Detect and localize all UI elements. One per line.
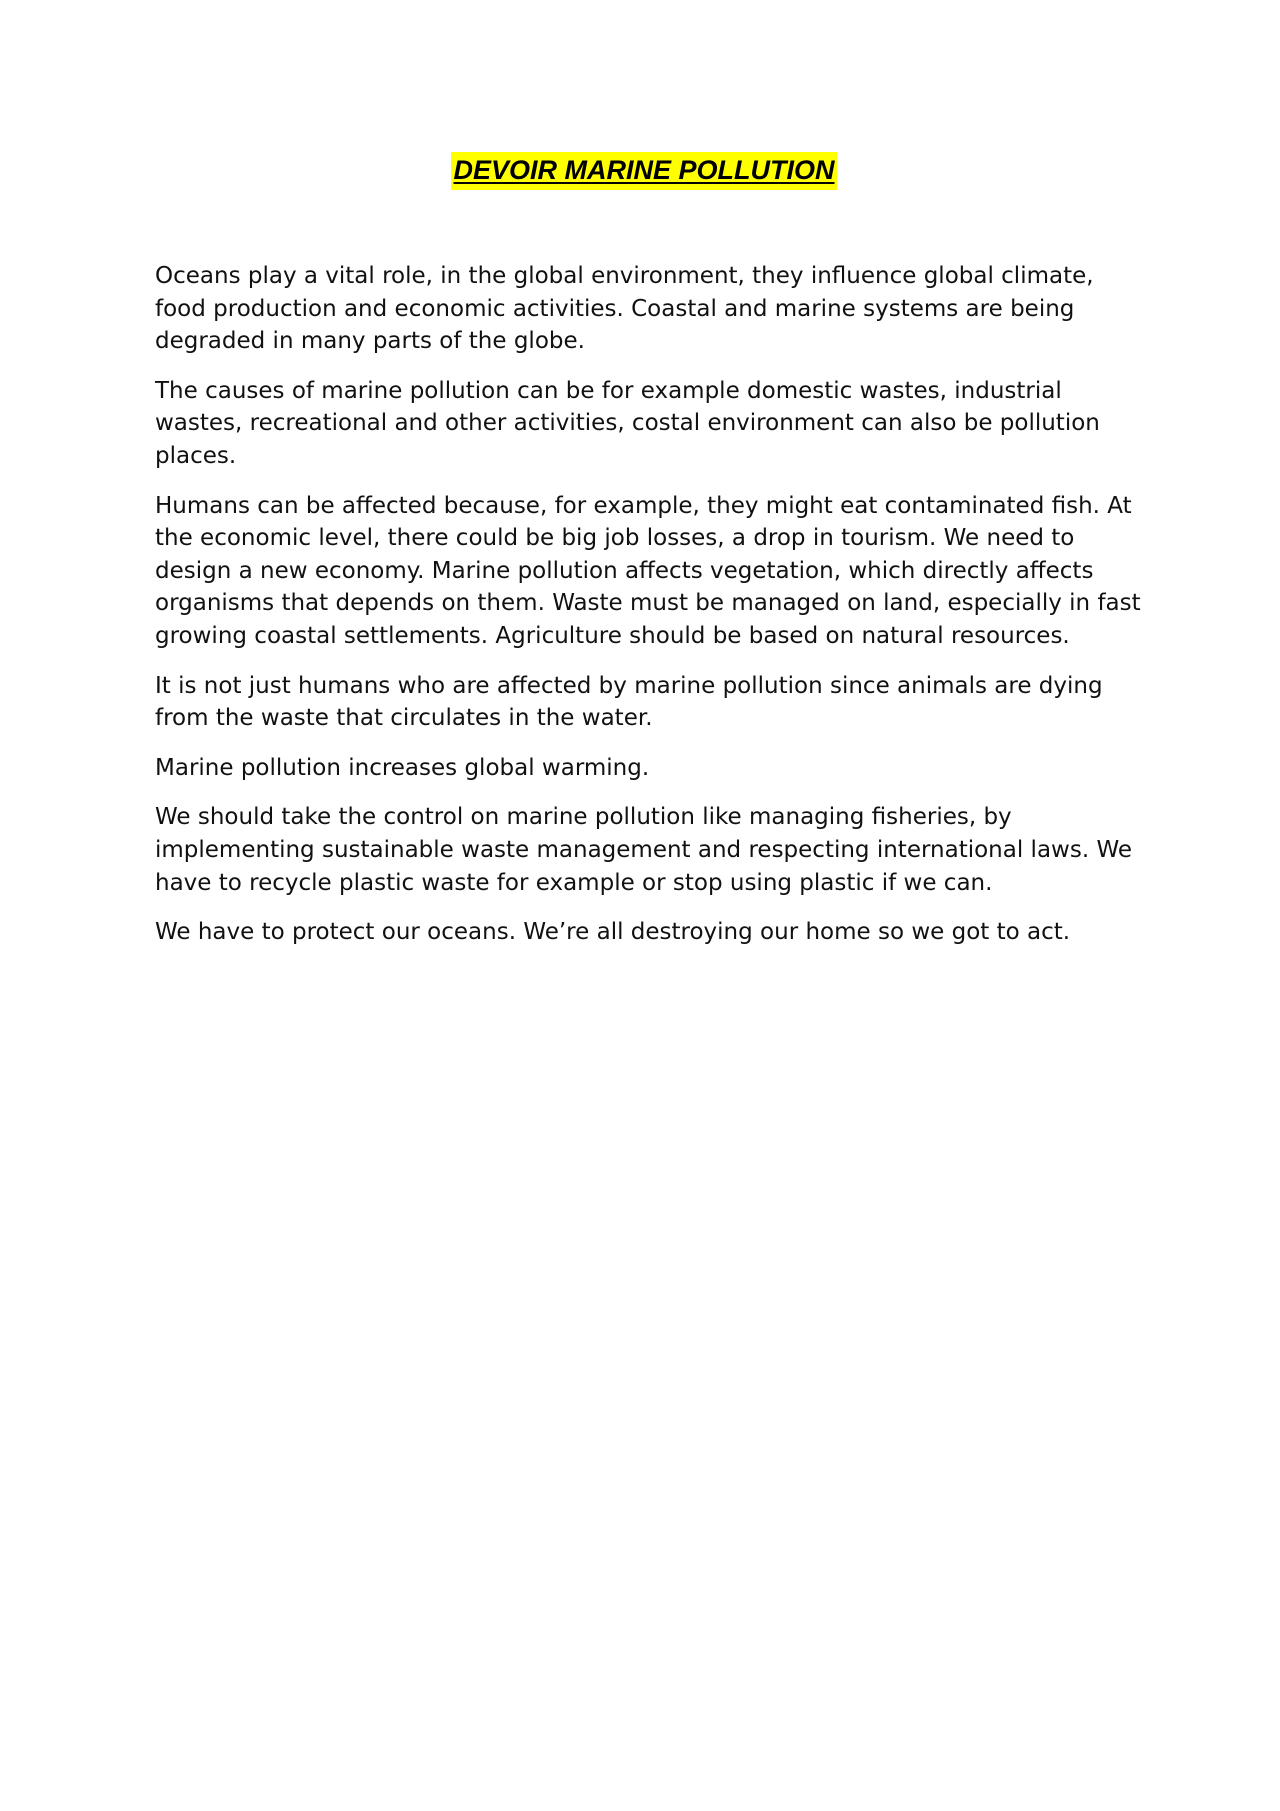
document-body	[155, 260, 1145, 966]
paragraph-animals: It is not just humans who are affected by marine pollution since animals are dying from the waste that circulates in the water.	[155, 672, 1103, 732]
paragraph-control-measures: We should take the control on marine pollution like managing fisheries, by implementing sustainable waste management and respecting international laws. We have to recycle plastic waste for example or stop using plastic if we can.	[155, 804, 1132, 896]
paragraph-global-warming: Marine pollution increases global warming.	[155, 754, 650, 781]
title-container	[0, 152, 1280, 190]
paragraph-human-impact: Humans can be affected because, for example, they might eat contaminated fish. At the economic level, there could be big job losses, a drop in tourism. We need to design a new economy. Marine pollution affects vegetation, which directly affects organisms that depends on them. Waste must be managed on land, especially in fast growing coastal settlements. Agriculture should be based on natural resources.	[155, 492, 1141, 649]
paragraph-call-to-action: We have to protect our oceans. We’re all destroying our home so we got to act.	[155, 919, 1071, 946]
paragraph-oceans-role: Oceans play a vital role, in the global environment, they influence global climate, food production and economic activities. Coastal and marine systems are being degraded in many parts of the globe.	[155, 263, 1094, 355]
page-title: DEVOIR MARINE POLLUTION	[451, 152, 836, 190]
paragraph-causes: The causes of marine pollution can be for example domestic wastes, industrial wastes, recreational and other activities, costal environment can also be pollution places.	[155, 377, 1100, 469]
